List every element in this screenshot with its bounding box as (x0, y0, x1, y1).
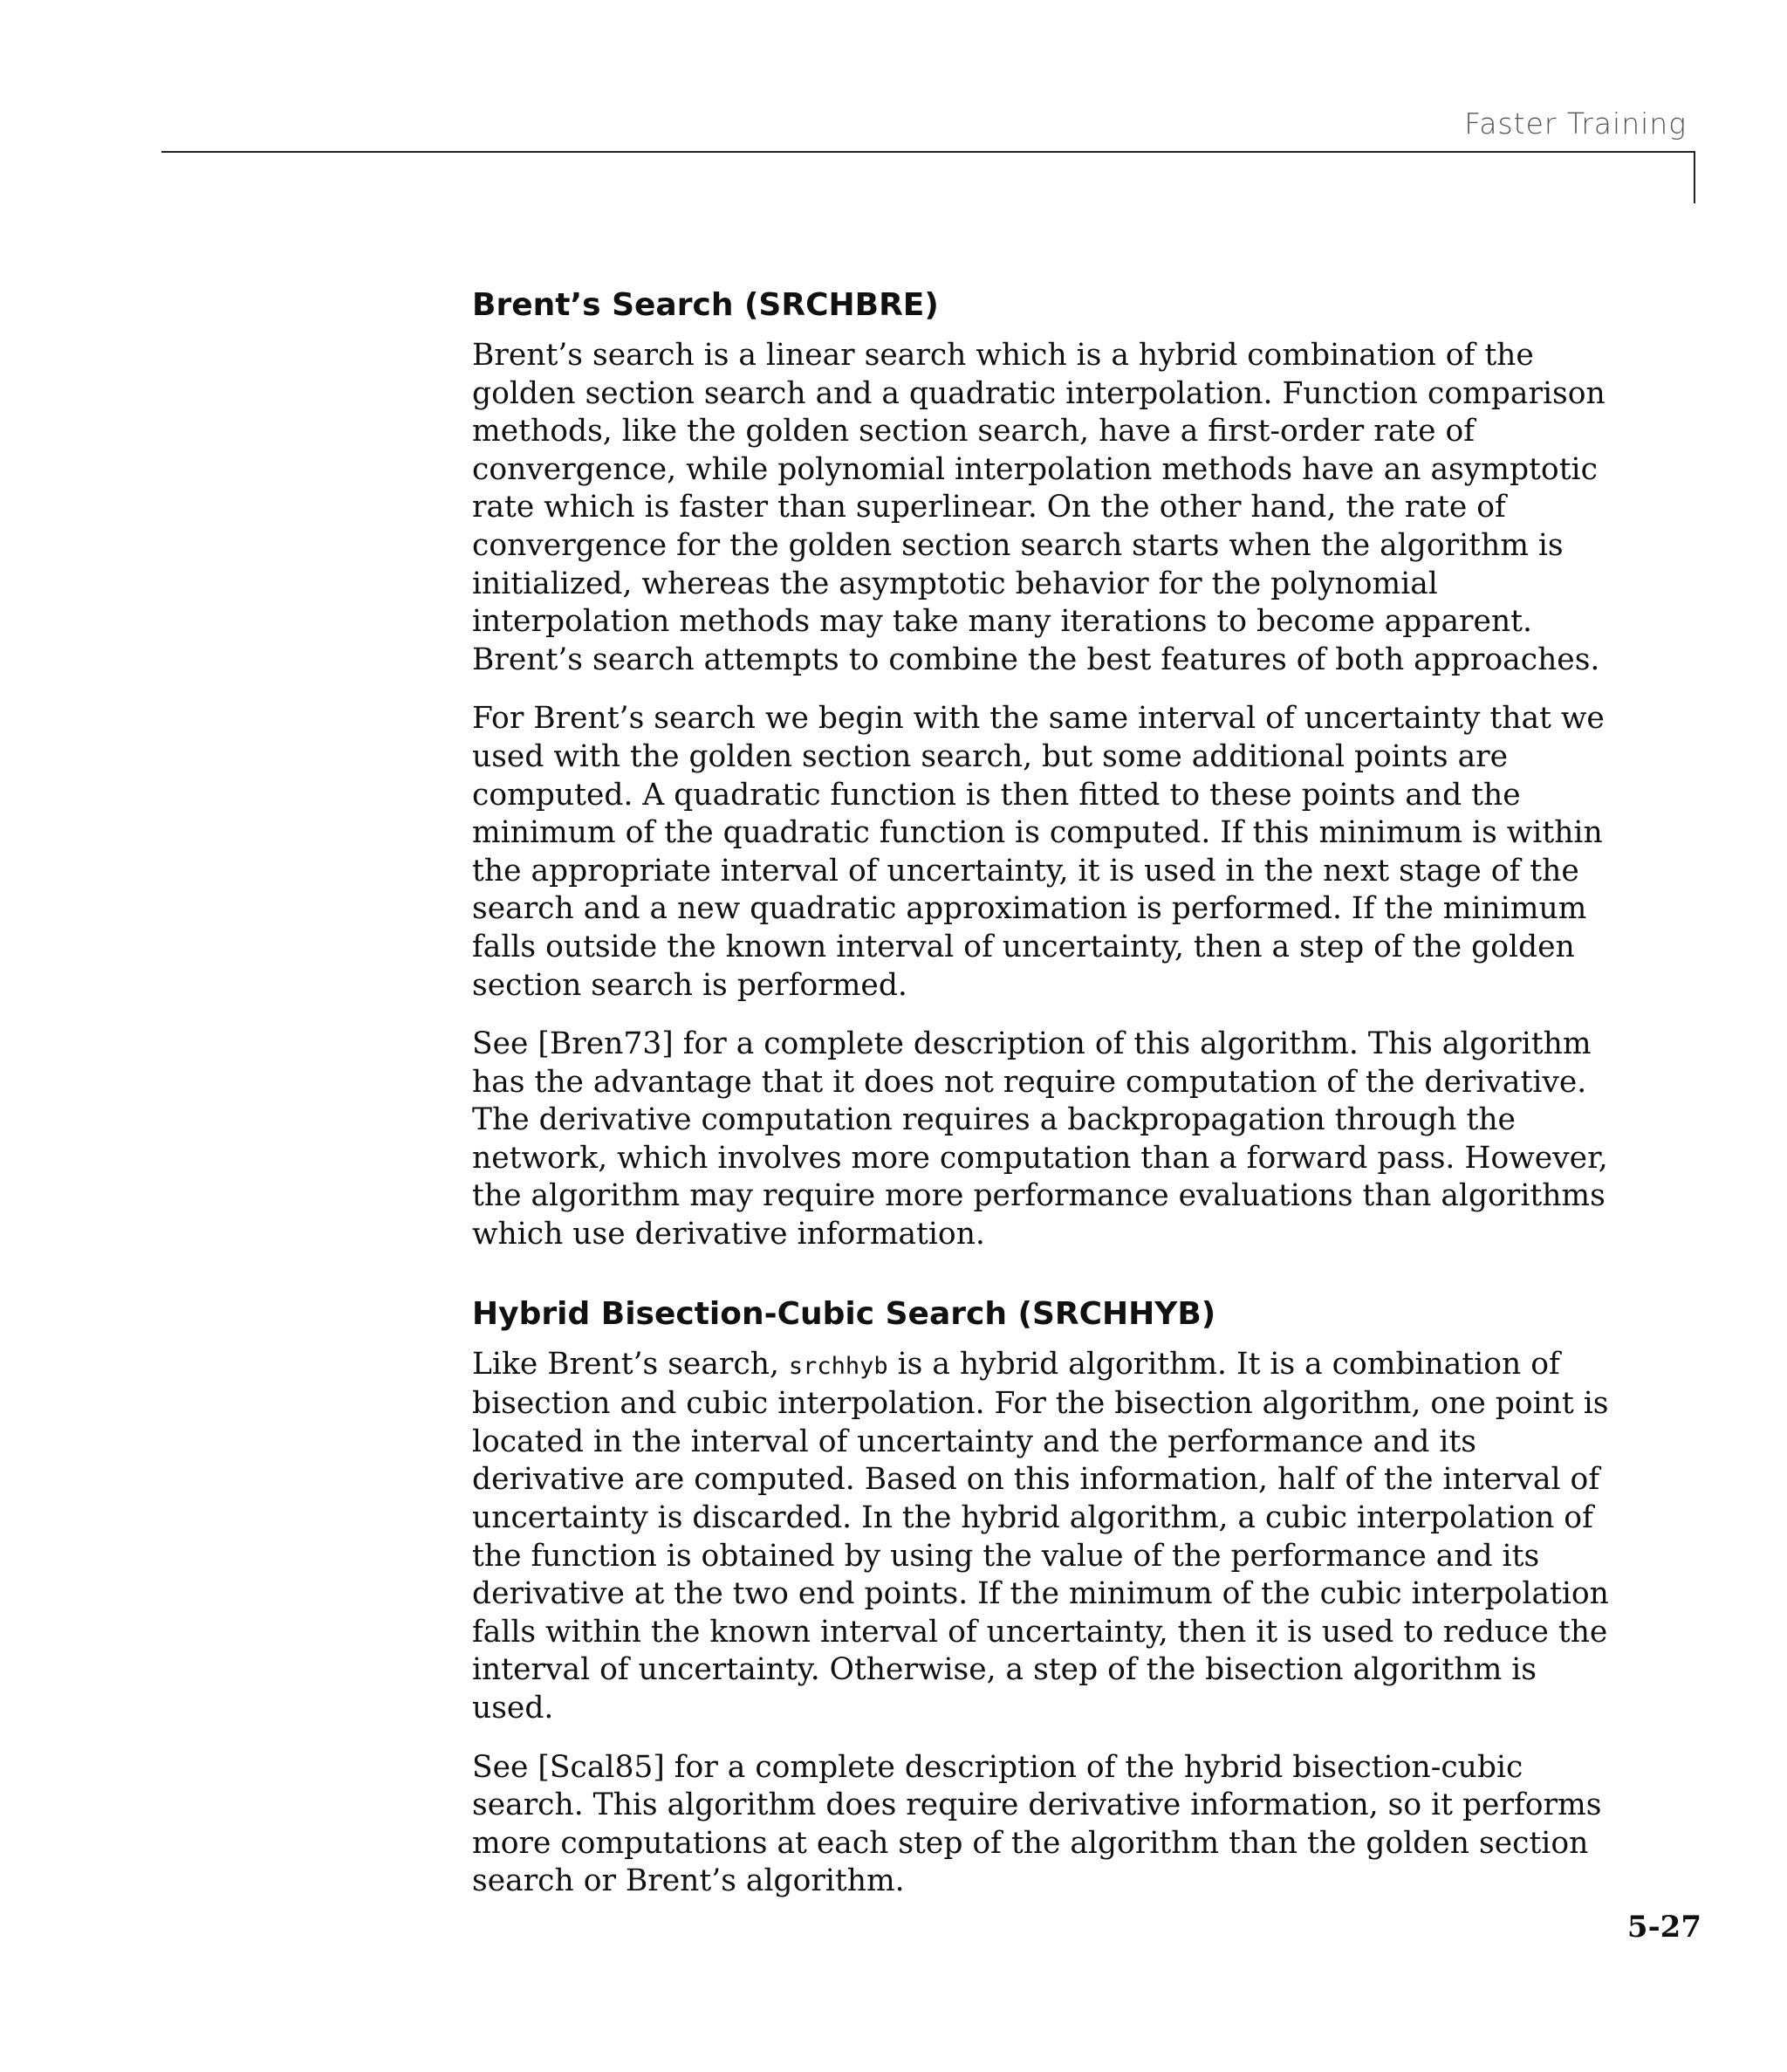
header-rule-tick (1694, 151, 1695, 203)
section-heading-brents-search: Brent’s Search (SRCHBRE) (472, 287, 939, 323)
paragraph-brents-reference: See [Bren73] for a complete description of this algorithm. This algorithm has the advantage that it does not require computation of the derivative. The derivative computation requires a backpropagation through the network, which involves more computation than a forward pass. However, the algorithm may require more performance evaluations than algorithms which use derivative information. (472, 1026, 1608, 1252)
section-brents-search (472, 285, 1624, 1254)
running-header-title: Faster Training (1464, 106, 1687, 141)
paragraph-hybrid-reference: See [Scal85] for a complete description of the hybrid bisection-cubic search. This algorithm does require derivative information, so it performs more computations at each step of the algorithm than the golden section search or Brent’s algorithm. (472, 1749, 1602, 1899)
section-heading-hybrid-bisection-cubic: Hybrid Bisection-Cubic Search (SRCHHYB) (472, 1295, 1216, 1332)
page-number: 5-27 (1626, 1910, 1701, 1945)
inline-code-srchhyb: srchhyb (788, 1352, 888, 1380)
section-hybrid-bisection-cubic (472, 1293, 1624, 1901)
page-content (472, 285, 1624, 1922)
header-rule (161, 151, 1695, 153)
paragraph-brents-method: For Brent’s search we begin with the same interval of uncertainty that we used with the golden section search, but some additional points are computed. A quadratic function is then fitted to these points and the minimum of the quadratic function is computed. If this minimum is within the appropriate interval of uncertainty, it is used in the next stage of the search and a new quadratic approximation is performed. If the minimum falls outside the known interval of uncertainty, then a step of the golden section search is performed. (472, 701, 1605, 1003)
paragraph-brents-intro: Brent’s search is a linear search which is a hybrid combination of the golden section search and a quadratic interpolation. Function comparison methods, like the golden section search, have a first-order rate of convergence, while polynomial interpolation methods have an asymptotic rate which is faster than superlinear. On the other hand, the rate of convergence for the golden section search starts when the algorithm is initialized, whereas the asymptotic behavior for the polynomial interpolation methods may take many iterations to become apparent. Brent’s search attempts to combine the best features of both approaches. (472, 338, 1606, 677)
paragraph-hybrid-intro-prefix: Like Brent’s search, (472, 1346, 789, 1382)
paragraph-hybrid-intro-suffix: is a hybrid algorithm. It is a combination of bisection and cubic interpolation. For the bisection algorithm, one point is located in the interval of uncertainty and the performance and its derivative are computed. Based on this information, half of the interval of uncertainty is discarded. In the hybrid algorithm, a cubic interpolation of the function is obtained by using the value of the performance and its derivative at the two end points. If the minimum of the cubic interpolation falls within the known interval of uncertainty, then it is used to reduce the interval of uncertainty. Otherwise, a step of the bisection algorithm is used. (472, 1346, 1609, 1726)
paragraph-hybrid-intro (472, 1346, 1624, 1728)
